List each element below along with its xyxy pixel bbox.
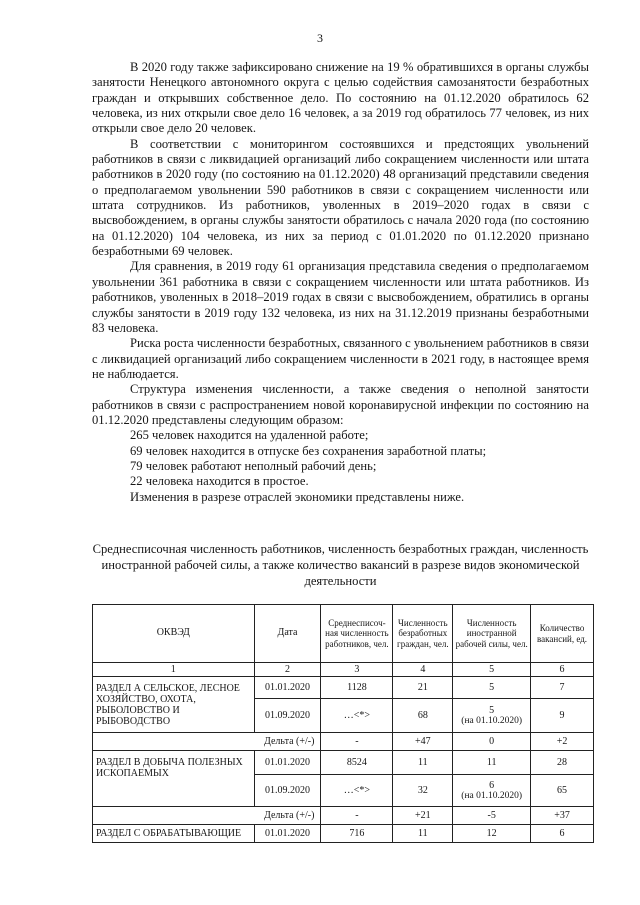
delta-unemployed: +47 xyxy=(393,733,453,751)
header-foreign-workforce: Численность иностранной рабочей силы, чел. xyxy=(453,605,531,663)
paragraph: В 2020 году также зафиксировано снижение на 19 % обратившихся в органы службы занятости Ненецкого автономного округа с целью содействия самозанятости безработных граждан и открывших собственное дело. По состоянию на 01.12.2020 обратилось 62 человека, из них открыли свое дело 16 человек, а за 2019 год обратилось 77 человек, из них открыли свое дело 20 человек. xyxy=(92,60,589,136)
delta-foreign: 0 xyxy=(453,733,531,751)
paragraph: В соответствии с мониторингом состоявшихся и предстоящих увольнений работников в связи с ликвидацией организаций либо сокращением численности или штата работников в 2020 году (по состоянию на 01.12.2020) 48 организаций представили сведения о предполагаемом увольнении 590 работников в связи с сокращением численности или штата сотрудников. Из работников, уволенных в 2019–2020 годах в связи с высвобождением, в органы службы занятости обратилось с начала 2020 года (по состоянию на 01.12.2020) 104 человека, из них за период с 01.01.2020 по 01.12.2020 признано безработными 69 человек. xyxy=(92,136,589,259)
table-row xyxy=(93,677,594,699)
row-unemployed: 21 xyxy=(393,677,453,699)
row-vacancies: 9 xyxy=(531,699,594,733)
paragraph: Для сравнения, в 2019 году 61 организация представила сведения о предполагаемом увольнении 361 работника в связи с сокращением численности или штата работников. Из работников, уволенных в 2018–2019 годах в связи с высвобождением, обратились в органы службы занятости в 2019 году 132 человека, из них на 31.12.2019 признаны безработными 83 человека. xyxy=(92,259,589,335)
delta-avg: - xyxy=(321,733,393,751)
row-avg: 8524 xyxy=(321,751,393,775)
row-avg: 716 xyxy=(321,825,393,843)
foreign-note: (на 01.10.2020) xyxy=(461,790,523,801)
delta-vacancies: +37 xyxy=(531,807,594,825)
foreign-value: 5 xyxy=(489,704,495,716)
row-date: 01.01.2020 xyxy=(254,751,321,775)
list-item: 265 человек находится на удаленной работе; xyxy=(130,428,369,443)
row-vacancies: 6 xyxy=(531,825,594,843)
row-date: 01.09.2020 xyxy=(254,775,321,807)
delta-vacancies: +2 xyxy=(531,733,594,751)
list-item: 22 человека находится в простое. xyxy=(130,474,309,489)
table-row xyxy=(93,825,594,843)
header-date: Дата xyxy=(254,605,321,663)
section-name: РАЗДЕЛ А СЕЛЬСКОЕ, ЛЕСНОЕ ХОЗЯЙСТВО, ОХОТА, РЫБОЛОВСТВО И РЫБОВОДСТВО xyxy=(93,677,255,733)
row-vacancies: 65 xyxy=(531,775,594,807)
row-foreign: 12 xyxy=(453,825,531,843)
row-avg: 1128 xyxy=(321,677,393,699)
row-unemployed: 11 xyxy=(393,751,453,775)
delta-avg: - xyxy=(321,807,393,825)
column-number-row xyxy=(93,663,594,677)
delta-row xyxy=(93,807,594,825)
row-foreign: 11 xyxy=(453,751,531,775)
delta-row xyxy=(93,733,594,751)
col-number: 6 xyxy=(531,663,594,677)
col-number: 2 xyxy=(254,663,321,677)
delta-label: Дельта (+/-) xyxy=(93,733,321,751)
paragraph: Структура изменения численности, а также сведения о неполной занятости работников в связи с распространением новой коронавирусной инфекции по состоянию на 01.12.2020 представлены следующим образом: xyxy=(92,382,589,427)
row-date: 01.01.2020 xyxy=(254,825,321,843)
header-unemployed: Численность безработных граждан, чел. xyxy=(393,605,453,663)
foreign-value: 6 xyxy=(489,779,495,791)
foreign-note: (на 01.10.2020) xyxy=(461,715,523,726)
table-row xyxy=(93,751,594,775)
section-name: РАЗДЕЛ С ОБРАБАТЫВАЮЩИЕ xyxy=(93,825,255,843)
header-vacancies: Количество вакансий, ед. xyxy=(531,605,594,663)
table-title: Среднесписочная численность работников, численность безработных граждан, численность иностранной рабочей силы, а также количество вакансий в разрезе видов экономической деятельности xyxy=(92,542,589,588)
row-foreign: 5 xyxy=(453,677,531,699)
row-avg: …<*> xyxy=(321,775,393,807)
delta-foreign: -5 xyxy=(453,807,531,825)
delta-label: Дельта (+/-) xyxy=(93,807,321,825)
table-header-row xyxy=(93,605,594,663)
row-unemployed: 32 xyxy=(393,775,453,807)
list-item: 79 человек работают неполный рабочий день; xyxy=(130,458,377,473)
col-number: 1 xyxy=(93,663,255,677)
document-body xyxy=(92,60,589,505)
header-okved: ОКВЭД xyxy=(93,605,255,663)
row-unemployed: 68 xyxy=(393,699,453,733)
list-item: 69 человек находится в отпуске без сохранения заработной платы; xyxy=(130,443,487,458)
row-foreign xyxy=(453,699,531,733)
header-avg-employees: Среднесписоч-ная численность работников, чел. xyxy=(321,605,393,663)
row-vacancies: 28 xyxy=(531,751,594,775)
employment-table xyxy=(92,604,594,843)
row-avg: …<*> xyxy=(321,699,393,733)
col-number: 5 xyxy=(453,663,531,677)
delta-unemployed: +21 xyxy=(393,807,453,825)
col-number: 4 xyxy=(393,663,453,677)
paragraph: Риска роста численности безработных, связанного с увольнением работников в связи с ликвидацией организаций либо сокращением численности в 2021 году, в настоящее время не наблюдается. xyxy=(92,336,589,381)
page-number: 3 xyxy=(317,31,323,45)
list-item: Изменения в разрезе отраслей экономики представлены ниже. xyxy=(130,489,465,504)
row-vacancies: 7 xyxy=(531,677,594,699)
row-date: 01.09.2020 xyxy=(254,699,321,733)
row-foreign xyxy=(453,775,531,807)
row-unemployed: 11 xyxy=(393,825,453,843)
col-number: 3 xyxy=(321,663,393,677)
row-date: 01.01.2020 xyxy=(254,677,321,699)
section-name: РАЗДЕЛ В ДОБЫЧА ПОЛЕЗНЫХ ИСКОПАЕМЫХ xyxy=(93,751,255,807)
